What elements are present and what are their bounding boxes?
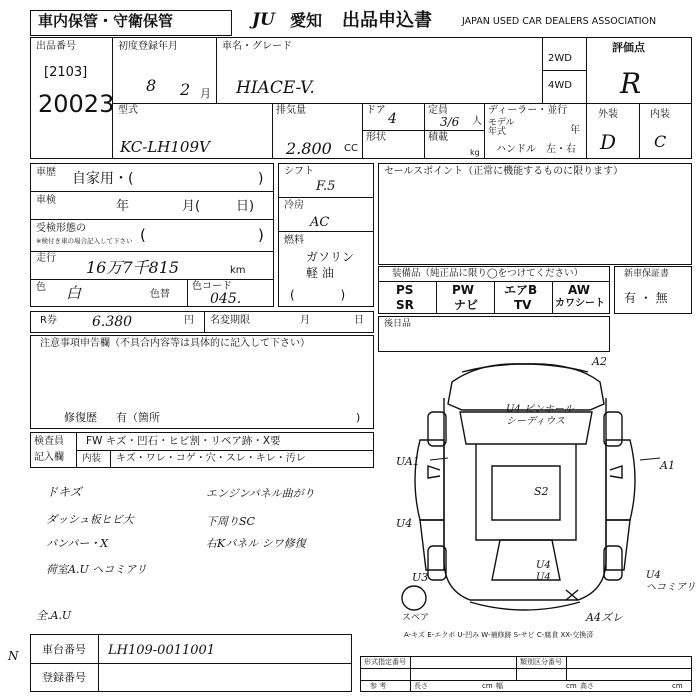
spec-width-label: 幅 [496,682,503,690]
diagram-mark-a1: A1 [660,459,675,472]
drive-4wd: 4WD [548,80,572,91]
color-code-label: 色コード [192,281,232,292]
warranty-label: 新車保証書 [624,269,670,279]
inspection-month-unit: 月( [182,199,201,214]
grade-value: R [620,67,642,100]
color-code-value: 045. [210,291,242,307]
inspector-label-2: 記入欄 [34,452,64,463]
handwritten-note: ダッシュ板ヒビ大 [46,513,134,526]
shift-value: F.5 [316,179,336,194]
chassis-label: 車台番号 [42,643,86,656]
color-label: 色 [36,282,46,293]
acceptance-close: ) [258,226,264,244]
history-label: 車歴 [36,167,56,178]
spec-type-label: 形式指定番号 [364,658,406,666]
drive-2wd: 2WD [548,53,572,64]
model-label: 型式 [118,105,138,116]
diagram-mark-u4-top: U4 ピンホール シーディウス [506,404,574,427]
shift-label: シフト [284,166,314,177]
equip-aw[interactable]: AW [568,283,590,297]
inspector-label-1: 検査員 [34,436,64,447]
mileage-unit: km [230,265,246,276]
recycle-unit: 円 [184,315,194,326]
margin-mark: N [8,649,19,663]
form-title: 出品申込書 [342,10,432,31]
displacement-value: 2.800 [286,139,332,158]
displacement-unit: CC [344,143,358,154]
fuel-paren: ( ) [290,288,346,302]
spec-length-unit: cm [482,682,493,690]
handwritten-note: エンジンパネル曲がり [206,487,315,500]
diagram-mark-a4-slip: A4ズレ [586,611,623,624]
color-value: 白 [66,284,82,302]
acceptance-label: 受検形態の [36,223,86,234]
history-value: 自家用・( [72,171,134,187]
first-reg-month: 2 [180,80,191,99]
diagram-mark-ua1: UA1 [396,455,420,468]
inspector-line-2: キズ・ワレ・コゲ・穴・スレ・キレ・汚レ [116,453,306,464]
history-close: ) [258,171,264,187]
capacity-value: 3/6 [440,115,460,129]
damage-legend: A-キズ E-エクボ U-凹み W-補修跡 S-サビ C-腐食 XX-交換済 [404,631,594,639]
shape-label: 形状 [366,132,386,143]
color-change-label: 色替 [150,289,170,300]
handwritten-note: ドキズ [46,485,82,499]
handwritten-note: 荷室A.U ヘコミアリ [46,563,147,576]
car-name-value: HIACE-V. [236,78,315,98]
storage-title: 車内保管・守衛保管 [38,12,174,30]
spec-reference-label: 参 考 [370,682,387,690]
capacity-label: 定員 [428,105,448,116]
recycle-label: R券 [40,315,57,326]
capacity-unit: 人 [472,116,482,127]
name-change-month: 月 [300,315,310,326]
name-change-label: 名変期限 [210,315,250,326]
handwritten-note: 右Kパネル シワ修復 [206,537,306,550]
repair-label: 修復歴 [64,411,97,424]
lot-label: 出品番号 [36,41,76,52]
mileage-value: 16万7千815 [86,258,180,277]
ju-logo-mark: JU [252,10,275,30]
inspection-label: 車検 [36,195,56,206]
loading-label: 積載 [428,132,448,143]
first-reg-label: 初度登録年月 [118,41,178,52]
diagram-mark-u4-rear: U4 U4 [536,560,551,583]
equipment-label: 装備品（純正品に限り◯をつけてください） [392,268,584,279]
spec-height-unit: cm [672,682,683,690]
car-name-label: 車名・グレード [222,41,292,52]
lot-number: 20023 [38,90,115,118]
exterior-label: 外装 [598,109,618,120]
equip-pw[interactable]: PW [452,283,475,297]
recycle-value: 6.380 [92,314,133,330]
handwritten-note: 下周りSC [206,515,255,528]
aircon-label: 冷房 [284,200,304,211]
inspector-line-2-prefix: 内装 [82,453,102,464]
equip-ps[interactable]: PS [396,283,414,297]
handle-label: ハンドル [496,144,536,155]
inspection-day-unit: 日) [236,199,255,214]
model-year-unit: 年 [570,125,580,136]
handle-options[interactable]: 左・右 [546,144,576,155]
repair-value: 有（箇所 [116,411,160,424]
spare-label: スペア [402,613,430,623]
spec-height-label: 高さ [580,682,594,690]
exterior-value: D [600,130,617,154]
equip-sr[interactable]: SR [396,298,414,312]
notes-title: 注意事項申告欄（不具合内容等は具体的に記入して下さい） [40,338,310,349]
diagram-mark-a2: A2 [592,355,607,368]
sales-point-label: セールスポイント（正常に機能するものに限ります） [384,166,624,177]
interior-label: 内装 [650,109,670,120]
grade-label: 評価点 [612,41,645,54]
equip-airbag[interactable]: エアB [504,283,538,297]
handwritten-note: バンパー・X [46,537,109,550]
displacement-label: 排気量 [276,105,306,116]
inspection-year-unit: 年 [116,199,130,214]
repair-close: ) [356,411,361,424]
logo-text: 愛知 [290,11,323,30]
first-reg-year: 8 [146,76,157,95]
equip-leather[interactable]: カワシート [555,298,605,309]
lot-sub-number: [2103] [44,65,88,80]
diagram-mark-u3: U3 [412,571,429,584]
acceptance-open: ( [140,226,146,244]
spec-class-label: 類別区分番号 [520,658,562,666]
interior-value: C [654,132,667,151]
aircon-value: AC [310,215,330,230]
diagram-mark-u4-right: U4 ヘコミアリ [646,570,696,593]
inspector-line-1: FW キズ・凹石・ヒビ割・リペア跡・X要 [86,435,281,447]
equip-navi[interactable]: ナビ [454,298,479,312]
model-value: KC-LH109V [120,138,210,156]
handwritten-note: 全.A.U [36,609,72,622]
doors-value: 4 [388,111,397,127]
later-docs-label: 後日品 [384,319,412,329]
spec-length-label: 長さ [414,682,428,690]
warranty-options[interactable]: 有 ・ 無 [624,291,668,305]
fuel-options[interactable]: ガソリン 軽 油 [306,250,355,280]
spec-width-unit: cm [566,682,577,690]
equip-tv[interactable]: TV [514,298,532,312]
first-reg-month-unit: 月 [200,87,211,100]
diagram-mark-u4-left: U4 [396,517,413,530]
model-year-label: モデル 年式 [488,118,515,138]
diagram-mark-s2: S2 [534,485,549,498]
mileage-label: 走行 [36,253,56,264]
name-change-day: 日 [354,315,364,326]
registration-label: 登録番号 [42,671,86,684]
chassis-value: LH109-0011001 [108,643,216,658]
acceptance-note: ※検付き車の場合記入して下さい [36,237,133,245]
association-name: JAPAN USED CAR DEALERS ASSOCIATION [462,16,657,27]
dealer-label: ディーラー・並行 [488,105,568,116]
loading-unit: kg [470,148,480,157]
fuel-label: 燃料 [284,235,304,246]
doors-label: ドア [366,105,386,116]
